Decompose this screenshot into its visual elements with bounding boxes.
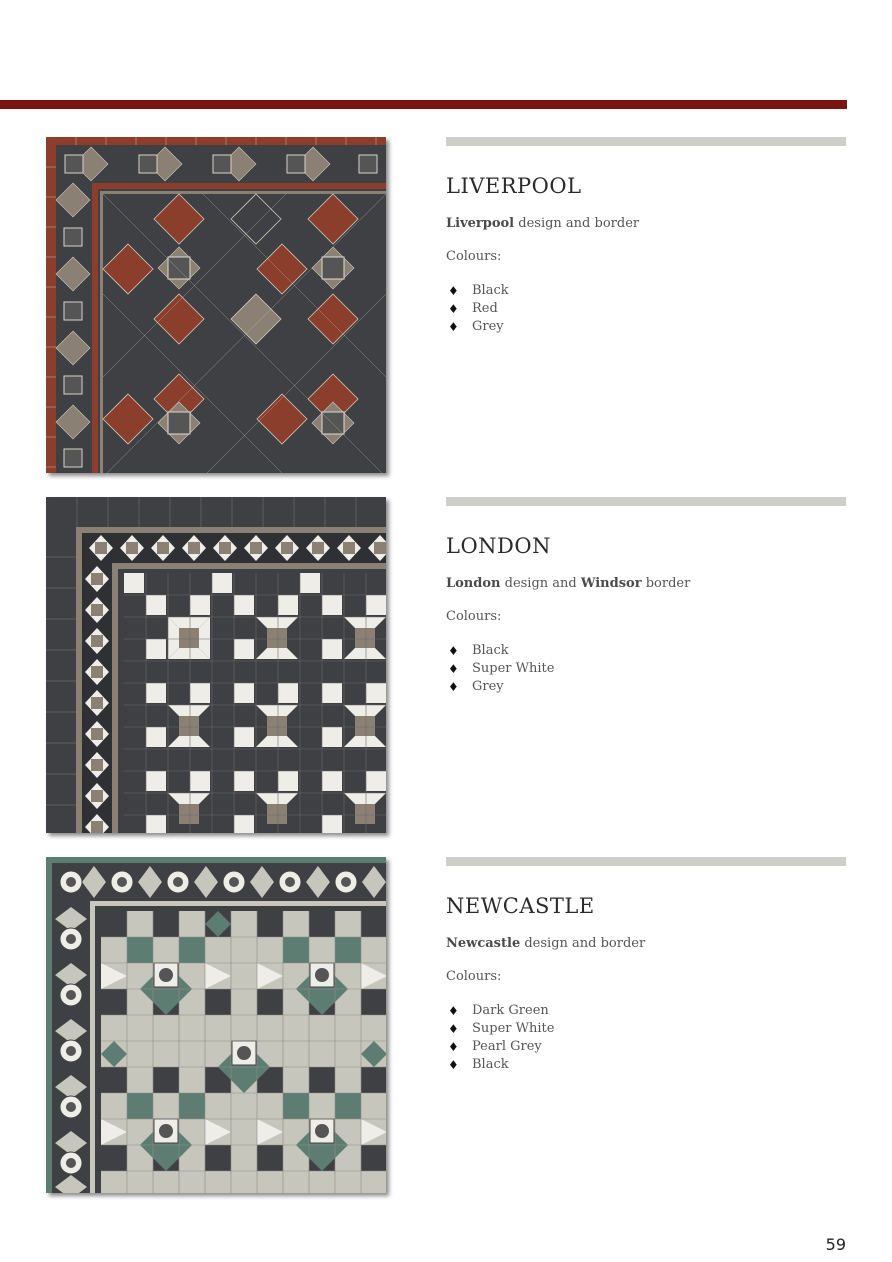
- colour-name: Pearl Grey: [472, 1039, 542, 1054]
- list-item: [446, 282, 846, 300]
- colour-list: [446, 642, 846, 696]
- list-item: [446, 660, 846, 678]
- colours-label: Colours:: [446, 249, 502, 264]
- description-text: design and border: [514, 216, 640, 231]
- section-description: [446, 936, 846, 951]
- section-title: LIVERPOOL: [446, 174, 582, 198]
- list-item: [446, 300, 846, 318]
- liverpool-info: [446, 137, 846, 336]
- list-item: [446, 1002, 846, 1020]
- section-rule: [446, 137, 846, 146]
- diamond-bullet-icon: ♦: [448, 320, 459, 334]
- list-item: [446, 678, 846, 696]
- colour-name: Dark Green: [472, 1003, 549, 1018]
- colour-name: Black: [472, 283, 509, 298]
- newcastle-tile-image: [46, 857, 386, 1193]
- list-item: [446, 318, 846, 336]
- diamond-bullet-icon: ♦: [448, 1040, 459, 1054]
- london-tile-image: [46, 497, 386, 833]
- colour-name: Red: [472, 301, 498, 316]
- section-description: [446, 576, 846, 591]
- diamond-bullet-icon: ♦: [448, 644, 459, 658]
- diamond-bullet-icon: ♦: [448, 662, 459, 676]
- colour-name: Black: [472, 1057, 509, 1072]
- liverpool-tile-image: [46, 137, 386, 473]
- section-rule: [446, 497, 846, 506]
- border-name: Windsor: [580, 576, 642, 591]
- page-number: 59: [825, 1235, 846, 1254]
- header-rule: [0, 100, 847, 109]
- section-title: NEWCASTLE: [446, 894, 595, 918]
- diamond-bullet-icon: ♦: [448, 1022, 459, 1036]
- design-name: Liverpool: [446, 216, 515, 231]
- list-item: [446, 1056, 846, 1074]
- newcastle-info: [446, 857, 846, 1074]
- section-rule: [446, 857, 846, 866]
- diamond-bullet-icon: ♦: [448, 680, 459, 694]
- diamond-bullet-icon: ♦: [448, 302, 459, 316]
- section-description: [446, 216, 846, 231]
- design-name: Newcastle: [446, 936, 521, 951]
- colours-label: Colours:: [446, 969, 502, 984]
- diamond-bullet-icon: ♦: [448, 284, 459, 298]
- colour-name: Grey: [472, 319, 504, 334]
- diamond-bullet-icon: ♦: [448, 1058, 459, 1072]
- colour-name: Grey: [472, 679, 504, 694]
- diamond-bullet-icon: ♦: [448, 1004, 459, 1018]
- colour-name: Black: [472, 643, 509, 658]
- colour-name: Super White: [472, 661, 555, 676]
- colour-list: [446, 282, 846, 336]
- description-text: border: [641, 576, 691, 591]
- colour-name: Super White: [472, 1021, 555, 1036]
- description-text: design and: [500, 576, 581, 591]
- colour-list: [446, 1002, 846, 1074]
- list-item: [446, 1020, 846, 1038]
- description-text: design and border: [520, 936, 646, 951]
- design-name: London: [446, 576, 501, 591]
- list-item: [446, 642, 846, 660]
- london-info: [446, 497, 846, 696]
- list-item: [446, 1038, 846, 1056]
- section-title: LONDON: [446, 534, 551, 558]
- colours-label: Colours:: [446, 609, 502, 624]
